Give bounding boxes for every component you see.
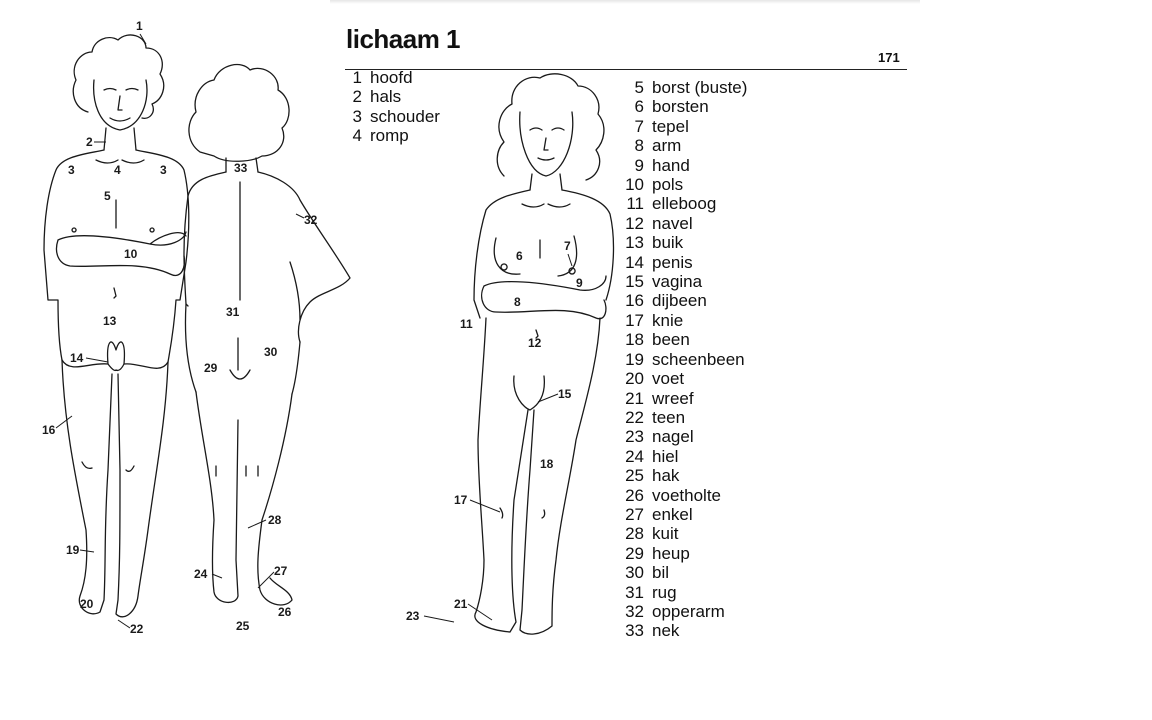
page-title: lichaam 1 — [346, 24, 461, 54]
label-18: 18 — [540, 457, 554, 471]
term-number: 31 — [625, 582, 644, 602]
term-label: knie — [652, 310, 684, 330]
term-number: 9 — [634, 155, 644, 175]
label-14: 14 — [70, 351, 84, 365]
label-12: 12 — [528, 336, 542, 350]
label-3b: 3 — [160, 163, 167, 177]
label-31: 31 — [226, 305, 240, 319]
term-label: vagina — [652, 272, 703, 292]
front-female-crossed-arms — [482, 276, 606, 319]
label-15: 15 — [558, 387, 572, 401]
term-number: 23 — [625, 427, 644, 447]
label-5: 5 — [104, 189, 111, 203]
term-number: 6 — [634, 97, 644, 117]
label-9: 9 — [576, 276, 583, 290]
term-number: 27 — [625, 504, 644, 524]
term-label: heup — [652, 543, 690, 563]
term-label: romp — [370, 126, 409, 146]
label-19: 19 — [66, 543, 80, 557]
term-label: arm — [652, 136, 682, 156]
term-number: 17 — [625, 310, 644, 330]
term-number: 4 — [352, 126, 362, 146]
term-number: 20 — [625, 369, 644, 389]
term-label: been — [652, 330, 690, 350]
term-label: scheenbeen — [652, 349, 745, 369]
term-label: bil — [652, 563, 670, 583]
term-number: 18 — [625, 330, 644, 350]
term-number: 10 — [625, 175, 644, 195]
term-label: voetholte — [652, 485, 721, 505]
term-number: 12 — [625, 213, 644, 233]
term-number: 14 — [625, 252, 644, 272]
label-26: 26 — [278, 605, 292, 619]
label-23: 23 — [406, 609, 420, 623]
term-number: 25 — [625, 466, 644, 486]
front-male-legs — [62, 360, 168, 617]
term-number: 13 — [625, 233, 644, 253]
term-label: teen — [652, 407, 686, 427]
term-label: opperarm — [652, 601, 725, 621]
term-label: kuit — [652, 524, 679, 544]
back-male-hair — [189, 65, 289, 162]
term-label: hals — [370, 87, 402, 107]
term-number: 30 — [625, 563, 644, 583]
label-24: 24 — [194, 567, 208, 581]
label-32: 32 — [304, 213, 318, 227]
label-25: 25 — [236, 619, 250, 633]
term-label: hiel — [652, 446, 679, 466]
label-3: 3 — [68, 163, 75, 177]
label-30: 30 — [264, 345, 278, 359]
label-7: 7 — [564, 239, 571, 253]
term-number: 8 — [634, 136, 644, 156]
term-label: wreef — [652, 388, 694, 408]
label-2: 2 — [86, 135, 93, 149]
term-label: navel — [652, 213, 693, 233]
term-label: hand — [652, 155, 690, 175]
term-number: 24 — [625, 446, 644, 466]
label-11: 11 — [460, 317, 473, 331]
front-male-crossed-arms — [57, 232, 187, 275]
back-male-figure — [184, 65, 350, 633]
label-29: 29 — [204, 361, 218, 375]
term-number: 21 — [625, 388, 644, 408]
label-13: 13 — [103, 314, 117, 328]
term-number: 3 — [352, 106, 362, 126]
term-label: borsten — [652, 97, 709, 117]
label-22: 22 — [130, 622, 144, 636]
term-label: buik — [652, 233, 684, 253]
label-4: 4 — [114, 163, 121, 177]
front-female-hair — [497, 74, 604, 180]
term-label: tepel — [652, 116, 689, 136]
term-number: 26 — [625, 485, 644, 505]
term-number: 1 — [352, 68, 362, 87]
label-1: 1 — [136, 19, 143, 33]
label-10: 10 — [124, 247, 138, 261]
term-number: 29 — [625, 543, 644, 563]
term-number: 22 — [625, 407, 644, 427]
term-number: 2 — [352, 87, 362, 107]
label-33: 33 — [234, 161, 248, 175]
term-label: penis — [652, 252, 693, 272]
term-label: hoofd — [370, 68, 413, 87]
front-male-figure — [42, 19, 189, 636]
term-label: dijbeen — [652, 291, 707, 311]
label-17: 17 — [454, 493, 468, 507]
term-label: borst (buste) — [652, 78, 748, 97]
term-label: pols — [652, 175, 684, 195]
label-20: 20 — [80, 597, 94, 611]
term-number: 19 — [625, 349, 644, 369]
term-label: nagel — [652, 427, 694, 447]
term-label: rug — [652, 582, 677, 602]
term-label: nek — [652, 621, 680, 641]
front-female-figure — [406, 74, 613, 634]
term-label: schouder — [370, 106, 440, 126]
term-number: 5 — [634, 78, 644, 97]
front-female-legs — [475, 318, 600, 634]
label-6: 6 — [516, 249, 523, 263]
term-number: 7 — [634, 116, 644, 136]
label-28: 28 — [268, 513, 282, 527]
label-21: 21 — [454, 597, 468, 611]
term-label: hak — [652, 466, 680, 486]
term-number: 28 — [625, 524, 644, 544]
label-16: 16 — [42, 423, 56, 437]
term-number: 32 — [625, 601, 644, 621]
term-number: 33 — [625, 621, 644, 641]
back-male-torso — [184, 172, 350, 342]
term-number: 15 — [625, 272, 644, 292]
page-number: 171 — [878, 50, 900, 65]
term-label: elleboog — [652, 194, 717, 214]
term-label: enkel — [652, 504, 693, 524]
term-number: 16 — [625, 291, 644, 311]
front-male-torso — [44, 150, 189, 362]
term-label: voet — [652, 369, 685, 389]
label-27: 27 — [274, 564, 288, 578]
label-8: 8 — [514, 295, 521, 309]
front-male-face — [94, 80, 147, 130]
term-number: 11 — [626, 194, 644, 214]
